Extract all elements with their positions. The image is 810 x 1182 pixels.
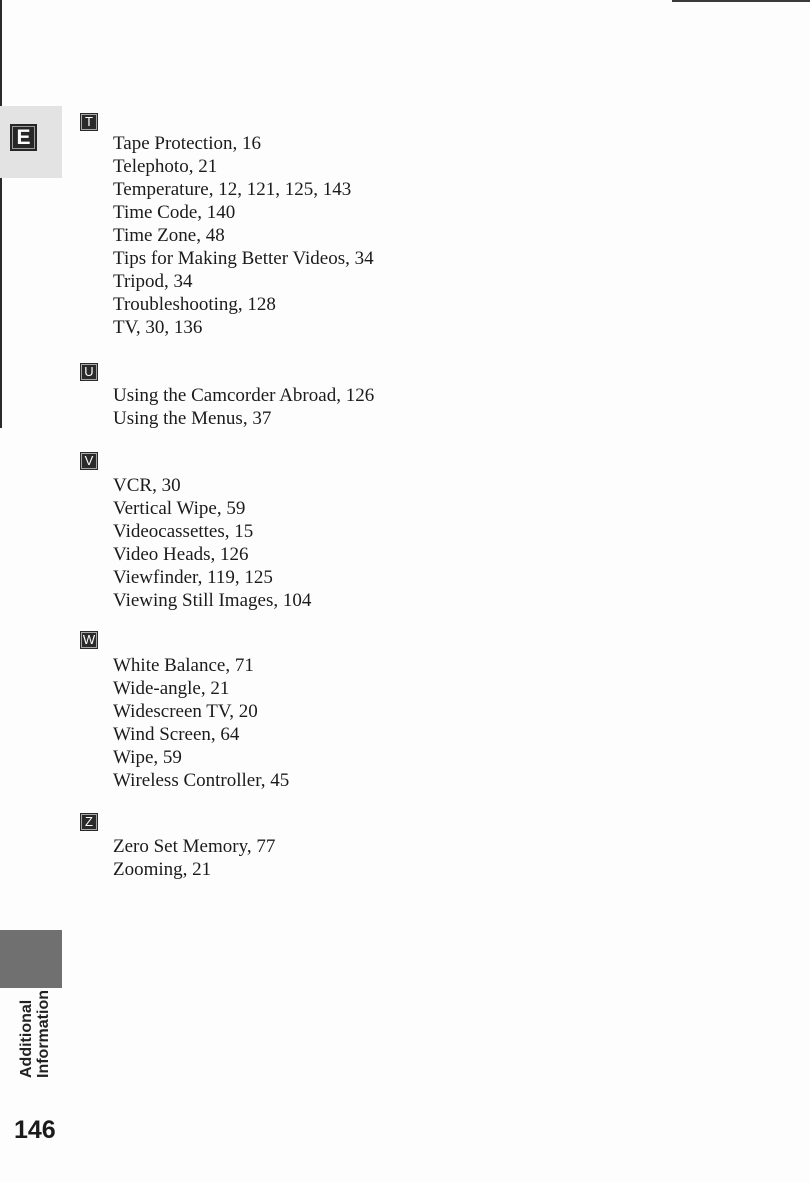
- index-entry: Viewfinder, 119, 125: [113, 567, 273, 588]
- index-entry: Time Zone, 48: [113, 225, 225, 246]
- index-letter-v: V: [80, 452, 98, 470]
- left-margin-rule: [0, 0, 2, 428]
- index-entry: Wireless Controller, 45: [113, 770, 290, 791]
- index-letter-z: Z: [80, 813, 98, 831]
- index-entry: Using the Camcorder Abroad, 126: [113, 385, 375, 406]
- index-entry: Videocassettes, 15: [113, 521, 254, 542]
- index-section-t: [113, 132, 374, 339]
- index-entry: Vertical Wipe, 59: [113, 498, 246, 519]
- index-entry: Zero Set Memory, 77: [113, 836, 276, 857]
- language-badge: E: [10, 124, 37, 151]
- index-section-z: [113, 835, 275, 881]
- index-letter-w: W: [80, 631, 98, 649]
- index-entry: Wind Screen, 64: [113, 724, 240, 745]
- top-rule: [672, 0, 810, 2]
- index-entry: Zooming, 21: [113, 859, 212, 880]
- index-entry: Video Heads, 126: [113, 544, 249, 565]
- index-letter-u: U: [80, 363, 98, 381]
- index-entry: VCR, 30: [113, 475, 181, 496]
- section-label-line2: Information: [35, 990, 52, 1078]
- index-entry: Temperature, 12, 121, 125, 143: [113, 179, 352, 200]
- index-entry: Viewing Still Images, 104: [113, 590, 312, 611]
- page-number: 146: [14, 1116, 56, 1144]
- section-label-line1: Additional: [18, 999, 35, 1078]
- section-label: [18, 978, 52, 1078]
- index-section-v: [113, 474, 311, 612]
- index-entry: Using the Menus, 37: [113, 408, 272, 429]
- index-entry: Wide-angle, 21: [113, 678, 230, 699]
- index-section-w: [113, 654, 289, 792]
- index-entry: White Balance, 71: [113, 655, 254, 676]
- index-entry: Widescreen TV, 20: [113, 701, 258, 722]
- index-entry: Wipe, 59: [113, 747, 182, 768]
- language-tab: [0, 106, 62, 178]
- index-entry: Tips for Making Better Videos, 34: [113, 248, 374, 269]
- index-entry: Troubleshooting, 128: [113, 294, 276, 315]
- index-section-u: [113, 384, 374, 430]
- index-entry: Telephoto, 21: [113, 156, 218, 177]
- index-entry: Tripod, 34: [113, 271, 193, 292]
- index-letter-t: T: [80, 113, 98, 131]
- index-entry: TV, 30, 136: [113, 317, 203, 338]
- index-entry: Time Code, 140: [113, 202, 236, 223]
- index-entry: Tape Protection, 16: [113, 133, 261, 154]
